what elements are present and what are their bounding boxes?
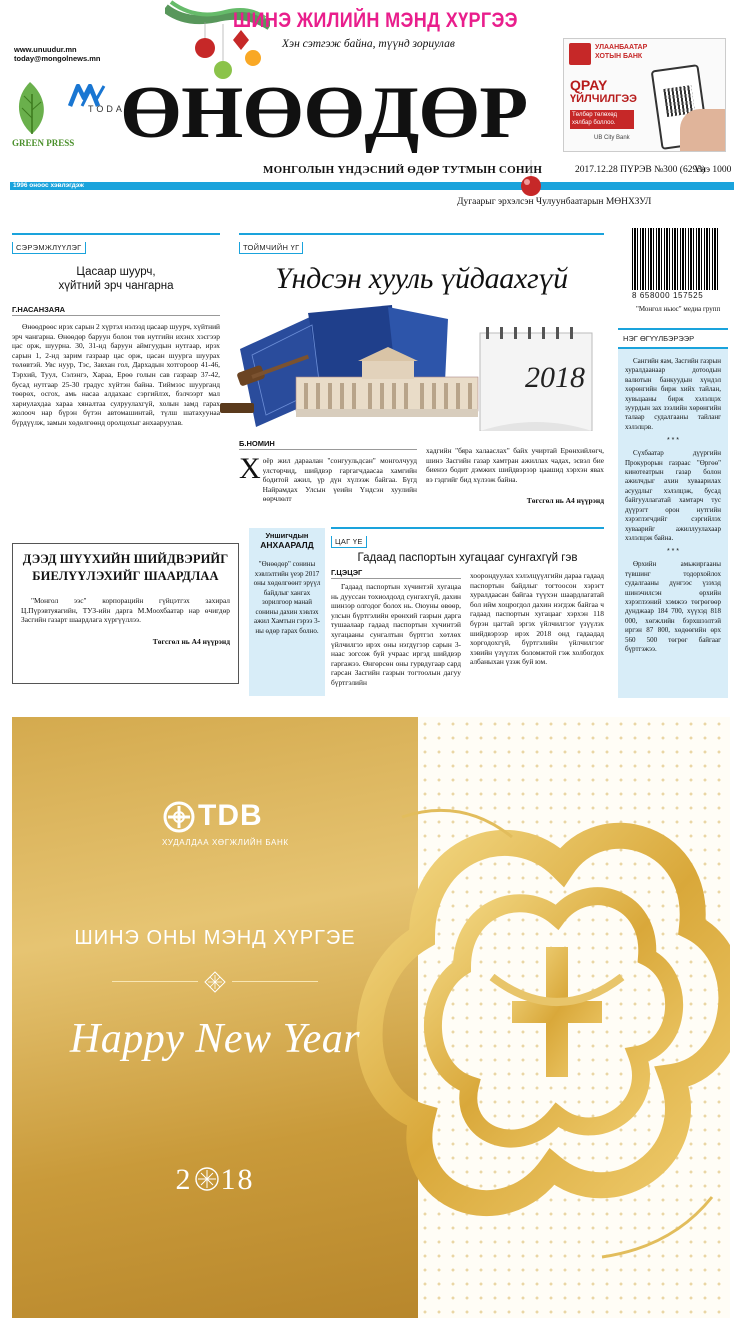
passport-article-author: Г.ЦЭЦЭГ (331, 568, 461, 579)
passport-article-body-1: Гадаад паспортын хүчинтэй хугацаа нь дууссан тохиолдолд сунгахгүй, дахин шинээр олгодог болох нь. Оюуны өвөөр, улсын бүртгэлийн ерөнхий газрын дарга тушаалаар гадаад паспортын хүчинтэй хугацааны сунгалтын бүртгэл хөтлөх үйлчилгээ ирэх оны нэгдүгээр сарын 3-наас зогсож буй учраас иргэд шийдвэр гаргажээ. Өнгөрсөн оны гурвдугаар сард гарсан Засгийн газрын тогтоолын дагуу бүртгэлийн (331, 582, 461, 687)
main-article-dropcap: Х (239, 452, 261, 485)
left-article-headline-2: хүйтний эрч чангарна (58, 280, 174, 292)
decision-article (12, 543, 239, 684)
barcode-bars-icon (632, 228, 720, 290)
tdb-year-right: 18 (220, 1163, 255, 1196)
reader-notice (249, 528, 325, 696)
green-press-leaf-icon (12, 80, 52, 135)
tdb-greeting: ШИНЭ ОНЫ МЭНД ХҮРГЭЕ (74, 927, 356, 949)
tdb-script-greeting: Happy New Year (69, 1016, 361, 1062)
main-article-continued[interactable]: Төгсгөл нь А4 нүүрэнд (526, 496, 604, 505)
issue-info: 2017.12.28 ПҮРЭВ №300 (6293) (575, 165, 706, 175)
main-article-body (239, 439, 604, 505)
decision-body: "Монгол ээс" корпорацийн гүйцэтгэх захирал Ц.Пүрэвтуяагийн, ТУЗ-ийн дарга М.Моохбаатар нар өчигдөр Засгийн газарт шаардлага хүргүүллээ. (21, 596, 230, 625)
calendar-year: 2018 (525, 361, 585, 394)
holiday-banner: ШИНЭ ЖИЛИЙН МЭНД ХҮРГЭЭ (233, 9, 518, 32)
main-article-headline: Үндсэн хууль үйдаахгүй (275, 262, 568, 295)
left-article-section: СЭРЭМЖЛҮҮЛЭГ (12, 242, 86, 254)
left-article (12, 233, 220, 574)
left-article-headline-1: Цасаар шуурч, (76, 266, 156, 278)
decision-continued[interactable]: Төгсгөл нь А4 нүүрэнд (152, 636, 230, 646)
one-sentence-sidebar (618, 328, 728, 698)
main-article (239, 233, 604, 296)
logo-today-text: TODAY (88, 104, 134, 114)
tdb-logo-icon (162, 800, 196, 834)
main-article-col-2 (426, 446, 604, 505)
greeting-divider (112, 981, 198, 982)
sidebar-sep-1: * * * (666, 437, 680, 445)
greeting-divider (232, 981, 318, 982)
barcode-caption: "Монгол ньюс" медиа групп (636, 305, 721, 313)
tdb-brand: TDB (198, 799, 263, 832)
sidebar-section: НЭГ ӨГҮҮЛБЭРЭЭР (618, 328, 728, 349)
email-link[interactable]: today@mongolnews.mn (14, 54, 101, 63)
main-article-rule (239, 233, 604, 235)
sidebar-item-1: Сангийн яам, Засгийн газрын хуралдаанаар дотоодын валютын банкуудын хүндэл хөрөнгийн бирж хийх тайлан, хувьцааны бирж хэлэлцэх зуурдын зах зээлийн хөрөнгийн талаар судалгааны тайланг хэлэлцэв. (625, 357, 721, 431)
snowflake-zero-icon (194, 1166, 220, 1192)
qpay-ad-desc: Төлбөр төлөхөд хялбар боллоо. (570, 110, 634, 129)
sidebar-item-2: Сүхбаатар дүүргийн Прокурорын газраас "Өргөө" кинотеатрын газар болон ажилчдыг ахин хуваарилах асуудлыг хэлэлцэж, бусад байгууллагатай хамтарч тус дүүрэгт орон нутгийн хэрэглэгчдийг сэргийлэх хуваарийг ажиллуулахаар хэлэлцэж байна. (625, 449, 721, 542)
christmas-ball-icon (516, 160, 546, 200)
website-link[interactable]: www.unuudur.mn (14, 45, 77, 54)
constitution-book-palace-icon (212, 303, 604, 431)
price: Үнэ 1000 (694, 165, 732, 175)
sidebar-item-3: Өрхийн амьжиргааны түвшинг тодорхойлох судалгааны дүнгээс үзэхэд шинэчилсэн өрхийн хэрэглээний хэмжээ төгрөгөөр дунджаар 184 700, хүүхэд 818 000, хөгжлийн бэрхшээлтэй иргэн 87 800, хөдөөгийн өрх 560 500 төгрөг байгааг бүртгэжээ. (625, 560, 721, 653)
qpay-ad-bank: УЛААНБААТАР ХОТЫН БАНК (595, 44, 648, 60)
bank-logo-icon (569, 43, 591, 65)
main-article-body-1: оёр жил дараалан "сонгуульдсан" монголчууд улстөрчид, шийдвэр гаргагчдаасаа хамгийн бодитой ажил, үр дүн хүлээж байгаа. Бүгд Найрамдах Улсын үеийн Үндсэн хуулийн өөрчлөлт (262, 456, 417, 504)
left-article-author: Г.НАСАНЗАЯА (12, 305, 220, 316)
barcode-number: 8 658000 157525 (632, 291, 704, 300)
left-article-rule (12, 233, 220, 235)
passport-article-headline: Гадаад паспортын хугацааг сунгахгүй гэв (357, 552, 578, 564)
newspaper-title: ӨНӨӨДӨР (120, 72, 528, 154)
main-article-author: Б.НОМИН (239, 439, 417, 450)
main-article-col-1 (239, 452, 417, 505)
masthead-blue-bar (10, 182, 734, 190)
passport-article (331, 527, 604, 564)
sidebar-sep-2: * * * (666, 548, 680, 556)
tdb-brand-sub: ХУДАЛДАА ХӨГЖЛИЙН БАНК (162, 838, 289, 847)
constitution-illustration (212, 303, 604, 431)
passport-article-body-2: хоорондуулах хэлэлцүүлгийн дараа гадаад паспортын байдлыг тогтоосон хэрэгт хуралдаасан байгаа түүхэн шаардлагатай бол ийм хоцрогдол дахин нэгдэж байгаа ч гадаад паспортын хугацааг хэрхэн 118 бүрэн цагтай эргэх үйлчилгээг үзүүлэх шийдвэрээр ирэх 2018 онд гадаадад хоргодохгүй, бүртгэлийн үйлчилгээг хэвийн үзүүлэх боломжтой гэж холбогдох албаныхан үзэж буй юм. (470, 571, 604, 667)
passport-article-rule (331, 527, 604, 529)
tdb-year (12, 1163, 418, 1197)
qpay-ad-product: QPAY (570, 77, 608, 93)
reader-notice-title-1: Уншигчдын (265, 531, 309, 540)
reader-notice-body: "Өнөөдөр" сонины хэвлэлтийн үеэр 2017 оны хөдөлгөөнт эрүүл байдлыг хангах зорилгоор манай сонины дахин хэвлэх ажил Хамтын гэрээ 3-ны өдөр гарах болно. (253, 560, 321, 635)
decision-headline-2: БИЕЛҮҮЛЭХИЙГ ШААРДЛАА (32, 569, 219, 583)
editor-credit: Дугаарыг эрхэлсэн Чулуунбаатарын МӨНХЗУЛ (457, 197, 652, 207)
main-article-body-2: хадгийн "бяра халааслах" байх учиртай Ерөнхийлөгч, шинэ Засгийн газар хамтран ажиллах чадах, эсвэл бие биенээ бодит дэмжих шийдвэрээр цаашид хэрхэн явах вэ гэдгийг бид хүлээж байна. (426, 446, 604, 484)
tdb-year-left: 2 (175, 1163, 193, 1196)
decision-headline-1: ДЭЭД ШҮҮХИЙН ШИЙДВЭРИЙГ (22, 552, 229, 566)
tdb-new-year-ad[interactable] (12, 717, 730, 1318)
hand-icon (680, 109, 726, 152)
holiday-subtitle: Хэн сэтгэж байна, түүнд зориулав (282, 38, 455, 50)
barcode (632, 228, 720, 304)
reader-notice-title-2: АНХААРАЛД (260, 540, 314, 550)
qpay-ad[interactable] (563, 38, 726, 152)
qpay-ad-product-sub: ҮЙЛЧИЛГЭЭ (570, 93, 637, 105)
qpay-ad-bank-short: UB City Bank (594, 135, 630, 141)
tagline: МОНГОЛЫН ҮНДЭСНИЙ ӨДӨР ТУТМЫН СОНИН (263, 164, 543, 176)
green-press-label: GREEN PRESS (12, 138, 75, 148)
left-article-body: Өнөөдрөөс ирэх сарын 2 хүртэл нэлээд цасаар шуурч, хүйтний эрч чангарна. Өнөөдөр баруун болон төв нутгийн ихэнх хэсгээр цас орж, шуурна. 30, 31-нд баруун аймгуудын нутгаар, ирэх сарын 1, 2-нд зарим газраар цас орж, цасан шуурга шуурах төлөвтэй. Увс нуур, Тэс, Завхан гол, Дархадын хотгороор 41-46, Тэрхий, Туул, Сэлэнгэ, Хараа, Ерөө голын сав газраар 37-42, бусад нутгаар 25-30 градус хүйтэн байна. Тиймээс шуурганд төөрөх, осгох, амь насаа алдахаас сэргийлэх, бэлчээрт мал хариулахдаа хараа хяналтаа сулруулахгүй, холын замд гарах жолооч нар бүрэн бүтэн автомашинтай, түлш шатахуунаа бүрдүүлж, замын хөдөлгөөнд оролцохыг анхааруулав. (12, 322, 220, 427)
main-article-section: ТОЙМЧИЙН ҮГ (239, 242, 303, 254)
snowflake-icon (204, 971, 226, 993)
founded-label: 1996 оноос хэвлэгдэж (13, 182, 84, 189)
passport-article-section: ЦАГ ҮЕ (331, 536, 367, 548)
